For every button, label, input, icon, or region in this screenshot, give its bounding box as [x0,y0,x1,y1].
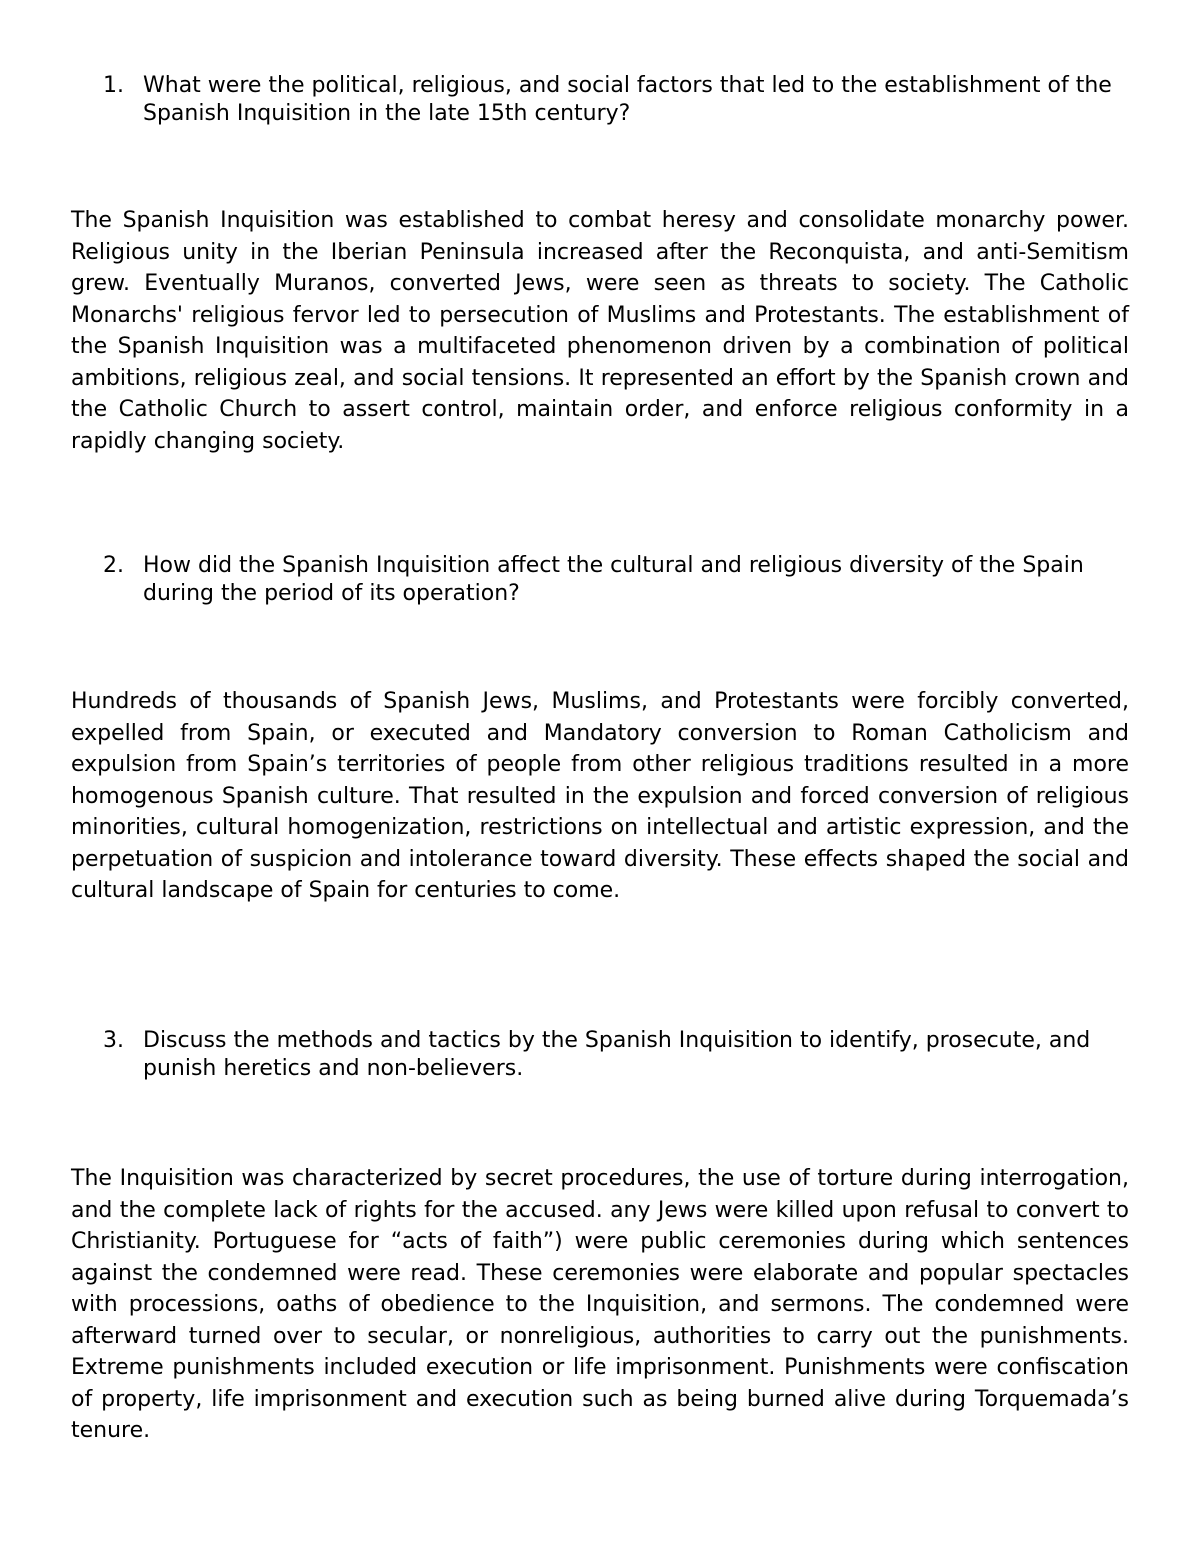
question-text: How did the Spanish Inquisition affect the cultural and religious diversity of the Spain during the period of its operation? [143,553,1084,606]
question-number: 2. [103,553,124,578]
question-2 [103,552,1133,608]
question-number: 3. [103,1028,124,1053]
question-1 [103,72,1133,128]
answer-3: The Inquisition was characterized by secret procedures, the use of torture during interrogation, and the complete lack of rights for the accused. any Jews were killed upon refusal to convert to Christianity. Portuguese for “acts of faith”) were public ceremonies during which sentences against the condemned were read. These ceremonies were elaborate and popular spectacles with processions, oaths of obedience to the Inquisition, and sermons. The condemned were afterward turned over to secular, or nonreligious, authorities to carry out the punishments. Extreme punishments included execution or life imprisonment. Punishments were confiscation of property, life imprisonment and execution such as being burned alive during Torquemada’s tenure. [71,1166,1129,1443]
answer-2: Hundreds of thousands of Spanish Jews, Muslims, and Protestants were forcibly converted, expelled from Spain, or executed and Mandatory conversion to Roman Catholicism and expulsion from Spain’s territories of people from other religious traditions resulted in a more homogenous Spanish culture. That resulted in the expulsion and forced conversion of religious minorities, cultural homogenization, restrictions on intellectual and artistic expression, and the perpetuation of suspicion and intolerance toward diversity. These effects shaped the social and cultural landscape of Spain for centuries to come. [71,689,1129,903]
question-number: 1. [103,73,124,98]
question-text: What were the political, religious, and social factors that led to the establishment of the Spanish Inquisition in the late 15th century? [143,73,1112,126]
question-3 [103,1027,1133,1083]
question-text: Discuss the methods and tactics by the Spanish Inquisition to identify, prosecute, and punish heretics and non-believers. [143,1028,1091,1081]
answer-1: The Spanish Inquisition was established to combat heresy and consolidate monarchy power. Religious unity in the Iberian Peninsula increased after the Reconquista, and anti-Semitism grew. Eventually Muranos, converted Jews, were seen as threats to society. The Catholic Monarchs' religious fervor led to persecution of Muslims and Protestants. The establishment of the Spanish Inquisition was a multifaceted phenomenon driven by a combination of political ambitions, religious zeal, and social tensions. It represented an effort by the Spanish crown and the Catholic Church to assert control, maintain order, and enforce religious conformity in a rapidly changing society. [71,208,1129,454]
